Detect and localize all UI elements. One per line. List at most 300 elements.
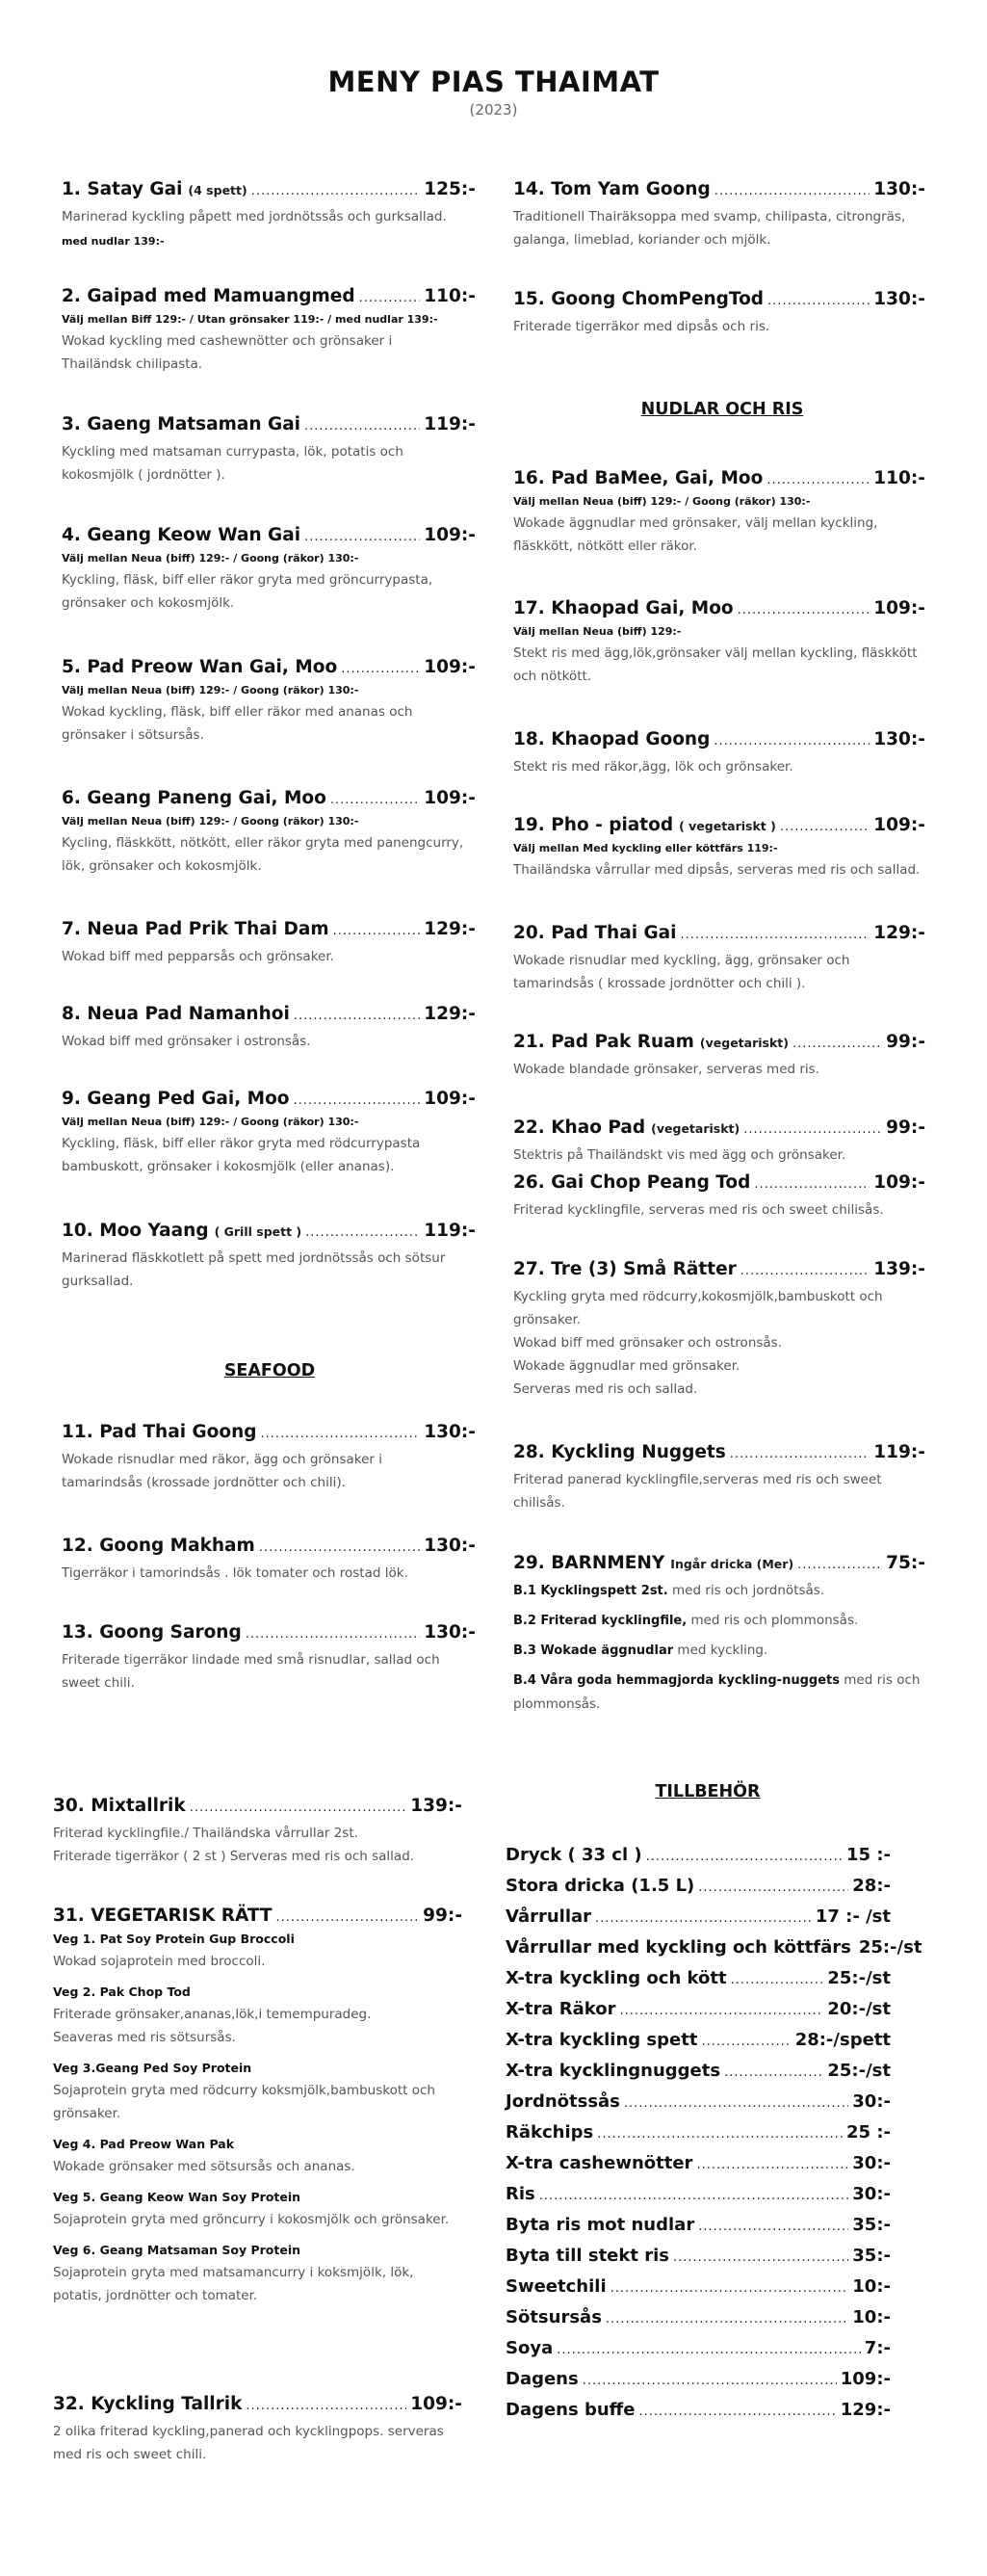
menu-year: (2023) xyxy=(469,101,518,118)
description-line: Wokad biff med grönsaker i ostronsås. xyxy=(62,1034,311,1049)
barnmeny-option-title: B.2 Friterad kycklingfile, xyxy=(513,1614,688,1628)
accessory-name: Byta till stekt ris xyxy=(506,2246,669,2266)
description-line: Traditionell Thairäksoppa med svamp, chilipasta, citrongräs, xyxy=(513,209,906,224)
menu-item xyxy=(62,525,476,615)
accessory-name: Jordnötssås xyxy=(506,2091,620,2112)
item-header xyxy=(62,657,476,677)
item-note: ( Grill spett ) xyxy=(214,1224,302,1239)
accessory-name: Stora dricka (1.5 L) xyxy=(506,1876,695,1896)
accessory-name: Vårrullar xyxy=(506,1906,592,1927)
item-description xyxy=(62,831,476,878)
vegetarian-option-description xyxy=(53,1950,462,1973)
item-price: 119:- xyxy=(873,1442,925,1462)
menu-item xyxy=(53,1796,462,1868)
item-description xyxy=(62,1562,476,1585)
dot-leader xyxy=(696,2158,848,2172)
description-line: Kyckling gryta med rödcurry,kokosmjölk,bambuskott och xyxy=(513,1289,883,1304)
dot-leader xyxy=(304,530,420,544)
description-line: Wokad biff med pepparsås och grönsaker. xyxy=(62,949,334,964)
vegetarian-option-title: Veg 1. Pat Soy Protein Gup Broccoli xyxy=(53,1932,295,1946)
accessory-price: 10:- xyxy=(852,2307,891,2327)
dot-leader xyxy=(681,928,870,942)
item-name: 21. Pad Pak Ruam xyxy=(513,1032,694,1052)
menu-item xyxy=(62,414,476,486)
dot-leader xyxy=(597,2127,843,2142)
description-line: Sojaprotein gryta med matsamancurry i koksmjölk, lök, xyxy=(53,2265,414,2280)
menu-item xyxy=(62,1004,476,1053)
description-line: Wokade blandade grönsaker, serveras med ris. xyxy=(513,1062,819,1077)
item-description xyxy=(513,512,925,558)
dot-leader xyxy=(259,1540,420,1555)
vegetarian-option-title: Veg 3.Geang Ped Soy Protein xyxy=(53,2061,252,2075)
description-line: Wokad biff med grönsaker och ostronsås. xyxy=(513,1335,783,1351)
item-header xyxy=(513,1117,925,1138)
item-header xyxy=(62,1422,476,1442)
dot-leader xyxy=(766,473,870,487)
item-name: 6. Geang Paneng Gai, Moo xyxy=(62,788,326,808)
item-price: 129:- xyxy=(873,923,925,943)
menu-item xyxy=(62,919,476,968)
barnmeny-option xyxy=(513,1579,925,1603)
description-line: fläskkött, nötkött eller räkor. xyxy=(513,539,697,554)
dot-leader xyxy=(341,662,420,676)
description-line: Thailändsk chilipasta. xyxy=(62,356,203,372)
description-line: med ris och sweet chili. xyxy=(53,2447,207,2462)
item-header xyxy=(513,179,925,199)
item-description xyxy=(53,2420,462,2466)
dot-leader xyxy=(606,2312,848,2326)
description-line: Friterade tigerräkor ( 2 st ) Serveras med ris och sallad. xyxy=(53,1849,415,1864)
item-name: 30. Mixtallrik xyxy=(53,1796,186,1816)
dot-leader xyxy=(294,1093,421,1108)
description-line: grönsaker. xyxy=(513,1312,582,1327)
menu-item xyxy=(513,289,925,338)
accessory-name: Vårrullar med kyckling och köttfärs xyxy=(506,1937,851,1958)
item-price: 109:- xyxy=(873,815,925,835)
description-line: Friterade tigerräkor med dipsås och ris. xyxy=(513,319,770,334)
dot-leader xyxy=(780,820,870,834)
description-line: tamarindsås ( krossade jordnötter och chili ). xyxy=(513,976,806,991)
dot-leader xyxy=(767,294,870,308)
description-line: Friterad panerad kycklingfile,serveras med ris och sweet xyxy=(513,1472,882,1487)
dot-leader xyxy=(304,419,420,434)
item-name: 3. Gaeng Matsaman Gai xyxy=(62,414,301,434)
description-line: Wokad kyckling, fläsk, biff eller räkor med ananas och xyxy=(62,704,413,720)
item-description xyxy=(62,205,476,228)
accessory-row xyxy=(506,1876,891,1906)
item-name: 5. Pad Preow Wan Gai, Moo xyxy=(62,657,338,677)
dot-leader xyxy=(620,2004,824,2018)
item-description xyxy=(62,568,476,615)
dot-leader xyxy=(792,1037,882,1051)
item-header xyxy=(513,1553,925,1573)
accessory-name: Dryck ( 33 cl ) xyxy=(506,1845,642,1865)
menu-item xyxy=(513,923,925,995)
menu-item xyxy=(53,1906,462,2307)
item-options: Välj mellan Biff 129:- / Utan grönsaker 119:- / med nudlar 139:- xyxy=(62,313,438,326)
item-description xyxy=(62,1448,476,1494)
accessory-name: X-tra cashewnötter xyxy=(506,2153,693,2173)
item-description xyxy=(513,642,925,688)
menu-item xyxy=(513,1259,925,1401)
item-description xyxy=(62,329,476,376)
item-name: 28. Kyckling Nuggets xyxy=(513,1442,726,1462)
dot-leader xyxy=(724,2065,823,2080)
item-name: 13. Goong Sarong xyxy=(62,1622,242,1643)
description-line: Stekt ris med ägg,lök,grönsaker välj mellan kyckling, fläskkött xyxy=(513,645,918,661)
description-line: tamarindsås (krossade jordnötter och chili). xyxy=(62,1475,346,1490)
vegetarian-option-title: Veg 6. Geang Matsaman Soy Protein xyxy=(53,2243,301,2257)
item-name: 14. Tom Yam Goong xyxy=(513,179,711,199)
accessory-name: X-tra kyckling och kött xyxy=(506,1968,727,1988)
item-price: 75:- xyxy=(886,1553,925,1573)
description-line: Wokad kyckling med cashewnötter och grönsaker i xyxy=(62,333,393,349)
dot-leader xyxy=(714,734,870,749)
dot-leader xyxy=(731,1973,824,1987)
description-line: Tigerräkor i tamorindsås . lök tomater och rostad lök. xyxy=(62,1565,408,1581)
description-line: Sojaprotein gryta med gröncurry i kokosmjölk och grönsaker. xyxy=(53,2212,450,2227)
dot-leader xyxy=(730,1447,870,1461)
item-description xyxy=(53,1822,462,1868)
item-description xyxy=(62,1247,476,1293)
item-description xyxy=(513,858,925,881)
item-description xyxy=(62,945,476,968)
item-name: 18. Khaopad Goong xyxy=(513,729,711,749)
item-price: 109:- xyxy=(424,525,476,545)
accessory-price: 25:-/st xyxy=(858,1937,922,1958)
accessory-price: 35:- xyxy=(852,2215,891,2235)
menu-item xyxy=(62,1622,476,1695)
item-name: 15. Goong ChomPengTod xyxy=(513,289,765,309)
item-description xyxy=(513,1285,925,1401)
menu-item xyxy=(62,179,476,250)
description-line: grönsaker. xyxy=(53,2106,121,2121)
description-line: Wokade äggnudlar med grönsaker, välj mellan kyckling, xyxy=(513,515,878,531)
item-price: 109:- xyxy=(424,1089,476,1109)
vegetarian-option-title: Veg 2. Pak Chop Tod xyxy=(53,1985,191,1999)
accessory-price: 7:- xyxy=(864,2338,891,2358)
menu-item xyxy=(62,788,476,878)
accessory-name: Sötsursås xyxy=(506,2307,602,2327)
vegetarian-option-description xyxy=(53,2261,462,2307)
item-header xyxy=(53,1796,462,1816)
item-note: (vegetariskt) xyxy=(651,1121,740,1136)
accessory-row xyxy=(506,1845,891,1876)
dot-leader xyxy=(673,2250,848,2265)
noodles-heading: NUDLAR OCH RIS xyxy=(640,400,804,419)
accessory-name: Sweetchili xyxy=(506,2276,607,2297)
description-line: chilisås. xyxy=(513,1495,565,1511)
accessory-name: Soya xyxy=(506,2338,554,2358)
accessory-price: 25 :- xyxy=(846,2122,891,2142)
accessory-price: 10:- xyxy=(852,2276,891,2297)
accessory-price: 25:-/st xyxy=(827,2061,891,2081)
item-name: 10. Moo Yaang xyxy=(62,1221,209,1241)
vegetarian-option-description xyxy=(53,2155,462,2178)
item-header xyxy=(62,1221,476,1241)
accessory-name: Dagens buffe xyxy=(506,2400,636,2420)
item-description xyxy=(513,205,925,251)
dot-leader xyxy=(583,2374,837,2388)
menu-item xyxy=(513,1553,925,1716)
accessory-row xyxy=(506,2307,891,2338)
description-line: Friterade grönsaker,ananas,lök,i temempuradeg. xyxy=(53,2007,372,2022)
item-header xyxy=(62,788,476,808)
accessory-name: Dagens xyxy=(506,2369,579,2389)
item-price: 129:- xyxy=(424,1004,476,1024)
description-line: Wokade äggnudlar med grönsaker. xyxy=(513,1358,740,1374)
description-line: Stekt ris med räkor,ägg, lök och grönsaker. xyxy=(513,759,793,775)
accessory-name: Byta ris mot nudlar xyxy=(506,2215,695,2235)
menu-item xyxy=(513,598,925,688)
item-price: 99:- xyxy=(423,1906,462,1926)
menu-item xyxy=(62,657,476,747)
item-price: 110:- xyxy=(424,286,476,306)
dot-leader xyxy=(251,184,421,198)
item-price: 130:- xyxy=(873,179,925,199)
item-name: 12. Goong Makham xyxy=(62,1536,255,1556)
barnmeny-option-text: med kyckling. xyxy=(673,1643,768,1658)
menu-title: MENY PIAS THAIMAT xyxy=(327,66,660,98)
item-price: 109:- xyxy=(424,788,476,808)
accessory-price: 129:- xyxy=(840,2400,891,2420)
accessory-price: 30:- xyxy=(852,2184,891,2204)
item-name: 27. Tre (3) Små Rätter xyxy=(513,1259,737,1279)
description-line: Wokade risnudlar med räkor, ägg och grönsaker i xyxy=(62,1452,382,1467)
item-name: 31. VEGETARISK RÄTT xyxy=(53,1906,273,1926)
description-line: kokosmjölk ( jordnötter ). xyxy=(62,467,225,483)
item-price: 130:- xyxy=(873,729,925,749)
item-header xyxy=(513,1032,925,1052)
accessory-price: 15 :- xyxy=(846,1845,891,1865)
item-price: 109:- xyxy=(424,657,476,677)
seafood-heading: SEAFOOD xyxy=(223,1361,316,1380)
item-description xyxy=(62,1132,476,1178)
barnmeny-option-title: B.3 Wokade äggnudlar xyxy=(513,1643,674,1658)
item-name: 20. Pad Thai Gai xyxy=(513,923,677,943)
accessory-row xyxy=(506,2246,891,2276)
menu-item xyxy=(513,815,925,881)
description-line: 2 olika friterad kyckling,panerad och kycklingpops. serveras xyxy=(53,2424,444,2439)
item-options: Välj mellan Neua (biff) 129:- / Goong (räkor) 130:- xyxy=(62,815,359,828)
description-line: Wokad sojaprotein med broccoli. xyxy=(53,1954,266,1969)
item-options: Välj mellan Med kyckling eller köttfärs 119:- xyxy=(513,842,778,854)
item-header xyxy=(62,1536,476,1556)
menu-item xyxy=(513,179,925,251)
item-description xyxy=(62,1030,476,1053)
menu-item xyxy=(513,1117,925,1167)
dot-leader xyxy=(246,2399,406,2413)
item-note: Ingår dricka (Mer) xyxy=(670,1557,794,1571)
item-name: 17. Khaopad Gai, Moo xyxy=(513,598,734,618)
item-name: 29. BARNMENY xyxy=(513,1553,665,1573)
dot-leader xyxy=(743,1122,882,1137)
item-name: 22. Khao Pad xyxy=(513,1117,646,1138)
dot-leader xyxy=(610,2281,849,2296)
description-line: Seaveras med ris sötsursås. xyxy=(53,2030,236,2045)
menu-item xyxy=(62,1221,476,1293)
description-line: Kycling, fläskkött, nötkött, eller räkor gryta med panengcurry, xyxy=(62,835,464,851)
barnmeny-option-title: B.4 Våra goda hemmagjorda kyckling-nuggets xyxy=(513,1673,840,1688)
description-line: Friterad kycklingfile./ Thailändska vårrullar 2st. xyxy=(53,1826,358,1841)
accessory-row xyxy=(506,2030,891,2061)
dot-leader xyxy=(740,1264,870,1278)
item-header xyxy=(62,179,476,199)
item-price: 119:- xyxy=(424,414,476,434)
item-description xyxy=(513,755,925,778)
accessory-row xyxy=(506,2215,891,2246)
item-description xyxy=(513,949,925,995)
item-price: 139:- xyxy=(873,1259,925,1279)
item-price: 130:- xyxy=(424,1622,476,1643)
item-price: 125:- xyxy=(424,179,476,199)
item-header xyxy=(62,525,476,545)
description-line: gurksallad. xyxy=(62,1274,134,1289)
accessory-price: 30:- xyxy=(852,2091,891,2112)
item-note: (vegetariskt) xyxy=(699,1036,789,1050)
item-options: Välj mellan Neua (biff) 129:- / Goong (räkor) 130:- xyxy=(62,1116,359,1128)
dot-leader xyxy=(276,1910,420,1925)
dot-leader xyxy=(539,2189,849,2203)
dot-leader xyxy=(738,603,870,618)
accessory-name: X-tra kycklingnuggets xyxy=(506,2061,721,2081)
item-header xyxy=(513,598,925,618)
dot-leader xyxy=(638,2405,836,2419)
dot-leader xyxy=(557,2343,861,2357)
item-price: 119:- xyxy=(424,1221,476,1241)
accessory-name: Ris xyxy=(506,2184,535,2204)
description-line: bambuskott, grönsaker i kokosmjölk (eller ananas). xyxy=(62,1159,395,1174)
dot-leader xyxy=(595,1911,812,1926)
dot-leader xyxy=(714,184,870,198)
dot-leader xyxy=(190,1801,407,1815)
accessory-price: 35:- xyxy=(852,2246,891,2266)
menu-item xyxy=(513,729,925,778)
barnmeny-option-text: med ris och jordnötsås. xyxy=(667,1583,825,1598)
vegetarian-option-description xyxy=(53,2079,462,2125)
description-line: Friterade tigerräkor lindade med små risnudlar, sallad och xyxy=(62,1652,440,1668)
item-description xyxy=(62,700,476,747)
item-header xyxy=(62,1004,476,1024)
accessory-price: 30:- xyxy=(852,2153,891,2173)
vegetarian-options xyxy=(53,1932,462,2307)
vegetarian-option-title: Veg 4. Pad Preow Wan Pak xyxy=(53,2137,235,2151)
description-line: Marinerad kyckling påpett med jordnötssås och gurksallad. xyxy=(62,209,447,224)
accessory-row xyxy=(506,2061,891,2091)
item-name: 1. Satay Gai xyxy=(62,179,183,199)
accessory-row xyxy=(506,2091,891,2122)
accessory-row xyxy=(506,1968,891,1999)
item-description xyxy=(513,315,925,338)
menu-item xyxy=(513,1032,925,1081)
menu-item xyxy=(53,2394,462,2466)
item-price: 110:- xyxy=(873,468,925,488)
dot-leader xyxy=(333,924,421,938)
description-line: grönsaker i sötsursås. xyxy=(62,727,204,743)
item-header xyxy=(62,919,476,939)
item-options: med nudlar 139:- xyxy=(62,235,165,248)
vegetarian-option-description xyxy=(53,2003,462,2049)
barnmeny-option-title: B.1 Kycklingspett 2st. xyxy=(513,1584,668,1598)
item-header xyxy=(53,2394,462,2414)
accessory-name: X-tra kyckling spett xyxy=(506,2030,698,2050)
description-line: potatis, jordnötter och tomater. xyxy=(53,2288,258,2303)
accessory-row xyxy=(506,2369,891,2400)
item-header xyxy=(513,1172,925,1193)
item-price: 139:- xyxy=(410,1796,462,1816)
accessory-price: 17 :- /st xyxy=(815,1906,891,1927)
description-line: och nötkött. xyxy=(513,669,592,684)
dot-leader xyxy=(646,1850,843,1864)
accessory-row xyxy=(506,1906,891,1937)
item-name: 8. Neua Pad Namanhoi xyxy=(62,1004,290,1024)
accessory-price: 109:- xyxy=(840,2369,891,2389)
item-header xyxy=(62,1089,476,1109)
item-description xyxy=(513,1468,925,1514)
item-price: 130:- xyxy=(424,1536,476,1556)
item-options: Välj mellan Neua (biff) 129:- / Goong (räkor) 130:- xyxy=(513,495,811,508)
item-options: Välj mellan Neua (biff) 129:- xyxy=(513,625,682,638)
item-header xyxy=(62,414,476,434)
item-name: 7. Neua Pad Prik Thai Dam xyxy=(62,919,329,939)
item-options: Välj mellan Neua (biff) 129:- / Goong (räkor) 130:- xyxy=(62,552,359,565)
accessories-list xyxy=(506,1845,922,2431)
accessory-row xyxy=(506,2338,891,2369)
item-header xyxy=(513,729,925,749)
item-price: 129:- xyxy=(424,919,476,939)
item-name: 11. Pad Thai Goong xyxy=(62,1422,257,1442)
item-name: 2. Gaipad med Mamuangmed xyxy=(62,286,355,306)
dot-leader xyxy=(698,2220,848,2234)
item-header xyxy=(513,289,925,309)
item-header xyxy=(513,1259,925,1279)
dot-leader xyxy=(359,291,421,305)
accessory-row xyxy=(506,2400,891,2431)
accessory-row xyxy=(506,2153,891,2184)
menu-item xyxy=(62,1536,476,1585)
item-description xyxy=(62,440,476,486)
dot-leader xyxy=(330,793,420,807)
item-header xyxy=(513,1442,925,1462)
dot-leader xyxy=(305,1225,420,1240)
accessory-row xyxy=(506,1937,922,1968)
description-line: grönsaker och kokosmjölk. xyxy=(62,595,235,611)
description-line: Sojaprotein gryta med rödcurry koksmjölk,bambuskott och xyxy=(53,2083,435,2098)
item-note: ( vegetariskt ) xyxy=(679,819,776,833)
item-header xyxy=(62,1622,476,1643)
vegetarian-option-title: Veg 5. Geang Keow Wan Soy Protein xyxy=(53,2190,301,2204)
barnmeny-option xyxy=(513,1669,925,1716)
item-name: 32. Kyckling Tallrik xyxy=(53,2394,243,2414)
item-name: 26. Gai Chop Peang Tod xyxy=(513,1172,751,1193)
accessory-price: 28:- xyxy=(852,1876,891,1896)
item-name: 4. Geang Keow Wan Gai xyxy=(62,525,301,545)
menu-item xyxy=(513,1442,925,1514)
dot-leader xyxy=(246,1627,421,1642)
accessory-row xyxy=(506,2276,891,2307)
description-line: Wokade risnudlar med kyckling, ägg, grönsaker och xyxy=(513,953,850,968)
description-line: lök, grönsaker och kokosmjölk. xyxy=(62,858,262,874)
description-line: Kyckling med matsaman currypasta, lök, potatis och xyxy=(62,444,403,460)
item-description xyxy=(62,1648,476,1695)
tillbehor-heading: TILLBEHÖR xyxy=(655,1782,761,1801)
dot-leader xyxy=(698,1880,848,1895)
item-name: 16. Pad BaMee, Gai, Moo xyxy=(513,468,764,488)
accessory-price: 28:-/spett xyxy=(794,2030,891,2050)
accessory-row xyxy=(506,1999,891,2030)
item-description xyxy=(513,1143,925,1167)
item-note: (4 spett) xyxy=(188,183,247,197)
